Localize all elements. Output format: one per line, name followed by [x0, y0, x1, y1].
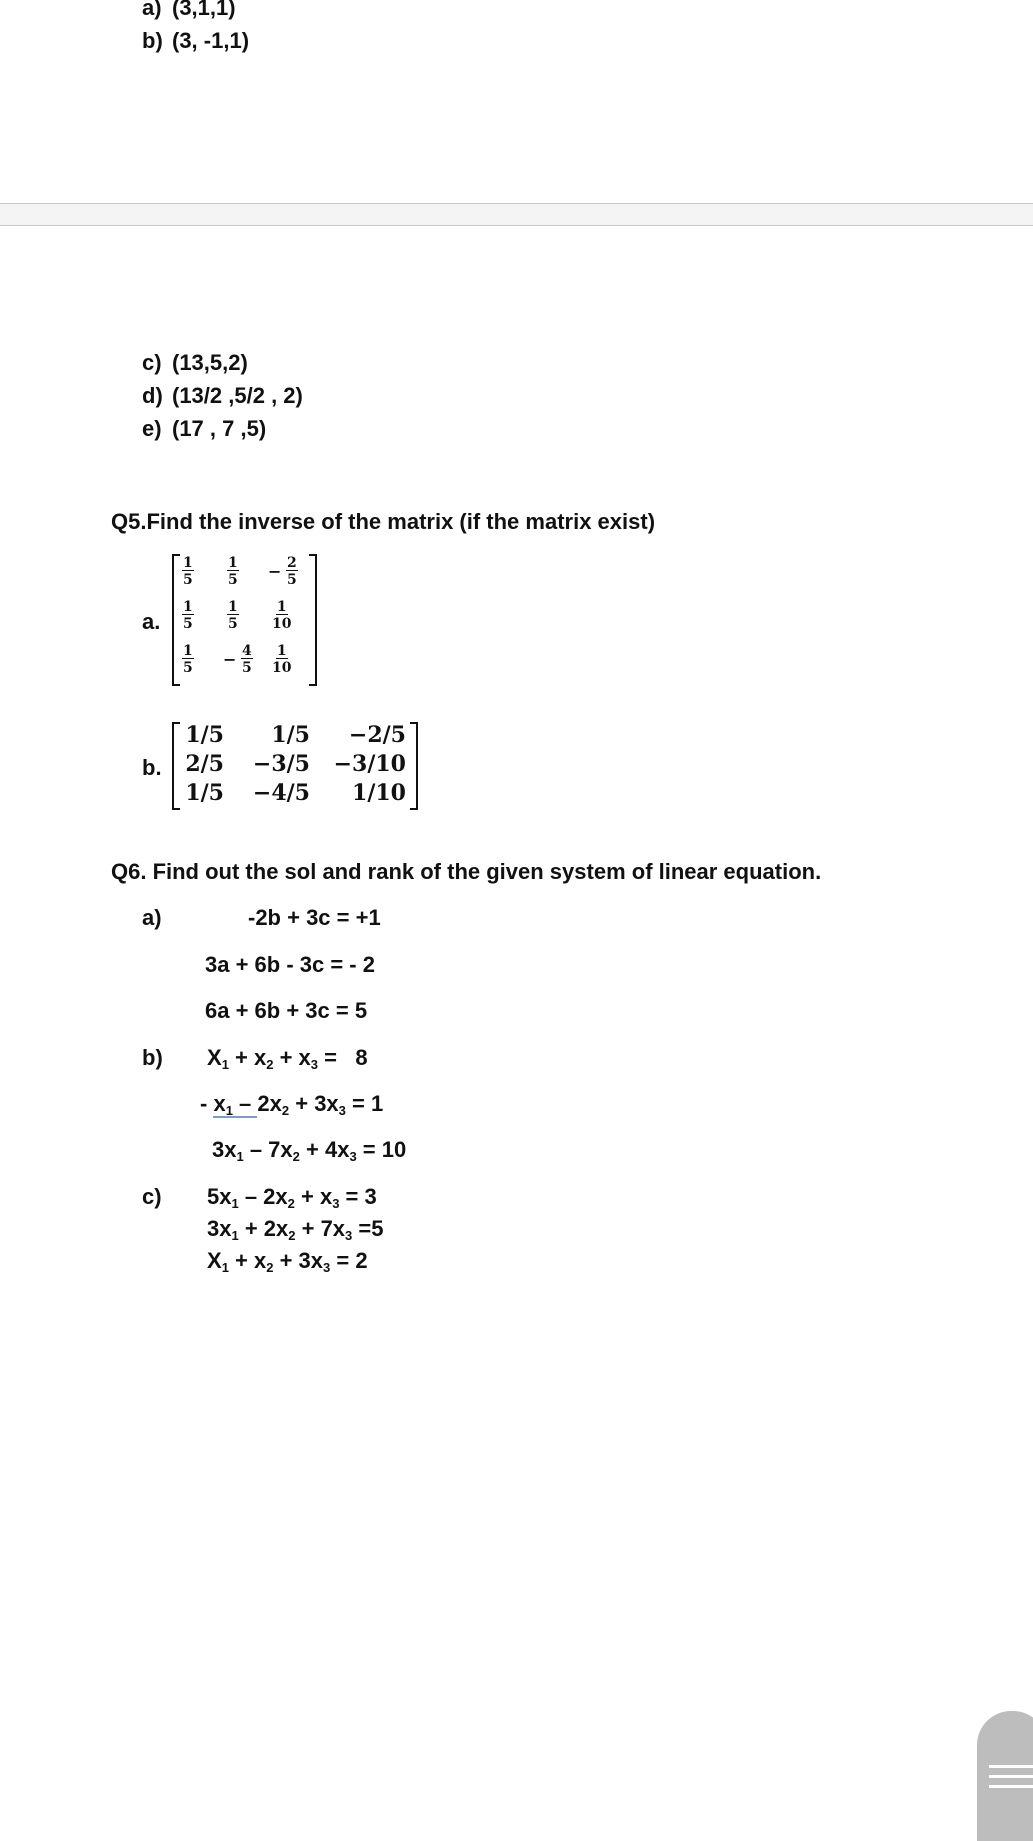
q6-heading: Q6. Find out the sol and rank of the given system of linear equation. [111, 859, 822, 884]
q6-a-label: a) [142, 905, 162, 930]
option-a [142, 0, 236, 19]
matrix-bracket-right [309, 554, 317, 686]
option-letter: b) [142, 28, 163, 53]
fraction-numerator: 1 [276, 643, 287, 659]
fraction-numerator: 1 [183, 643, 193, 659]
matrix-a-entry [286, 556, 298, 587]
q6-a-equation-3: 6a + 6b + 3c = 5 [205, 998, 368, 1023]
fraction-denominator: 10 [272, 616, 292, 632]
handle-line [989, 1775, 1033, 1778]
fraction-numerator: 1 [276, 599, 287, 615]
option-text: (13/2 ,5/2 , 2) [172, 383, 303, 408]
matrix-bracket-left [172, 554, 180, 686]
matrix-b-entry: 1/10 [352, 780, 406, 806]
fraction-denominator: 5 [228, 572, 238, 588]
matrix-b-entry: −3/10 [333, 751, 406, 777]
matrix-b-entry: 1/5 [185, 780, 224, 806]
option-letter: c) [142, 350, 162, 375]
matrix-a-entry [182, 600, 194, 631]
matrix-bracket-left [172, 722, 180, 810]
fraction-numerator: 1 [228, 599, 238, 615]
q6-c-equation-3: $X_1 + x_2 + 3x_3 = 2$ [207, 1248, 368, 1275]
matrix-a-entry [182, 556, 194, 587]
fraction-denominator: 5 [183, 660, 193, 676]
fraction-denominator: 5 [287, 572, 297, 588]
q5-heading: Q5.Find the inverse of the matrix (if the matrix exist) [111, 509, 656, 534]
fraction-denominator: 5 [183, 616, 193, 632]
option-letter: e) [142, 416, 162, 441]
q6-c-equation-1: $5x_1 - 2x_2 + x_3 = 3$ [207, 1184, 377, 1211]
option-text: (3, -1,1) [172, 28, 250, 53]
fraction-numerator: 1 [183, 555, 193, 571]
matrix-b-entry: 2/5 [185, 751, 224, 777]
handle-line [989, 1785, 1033, 1788]
option-b [142, 30, 249, 52]
fraction-numerator: 1 [228, 555, 238, 571]
q6-c-label: c) [142, 1184, 162, 1209]
matrix-bracket-right [410, 722, 418, 810]
fraction-numerator: 4 [242, 643, 252, 659]
minus-sign: − [268, 562, 282, 581]
handle-line [989, 1765, 1033, 1768]
option-text: (17 , 7 ,5) [172, 416, 267, 441]
matrix-a-entry [241, 644, 253, 675]
matrix-a-entry [272, 644, 291, 675]
option-text: (13,5,2) [172, 350, 248, 375]
matrix-b-entry: −3/5 [252, 751, 310, 777]
option-letter: a) [142, 0, 162, 20]
page-break [0, 203, 1033, 226]
fraction-denominator: 5 [183, 572, 193, 588]
matrix-a-entry [182, 644, 194, 675]
q6-c-equation-2: $3x_1 + 2x_2 + 7x_3 =5$ [207, 1216, 384, 1243]
option-text: (3,1,1) [172, 0, 236, 20]
matrix-b-entry: 1/5 [185, 722, 224, 748]
q6-b-label: b) [142, 1045, 163, 1070]
matrix-b-entry: −2/5 [348, 722, 406, 748]
q6-a-equation-1: -2b + 3c = +1 [248, 905, 381, 930]
fraction-numerator: 2 [287, 555, 297, 571]
q6-b-equation-2: - $x_1 - 2x_2 + 3x_3 = 1$ [200, 1091, 384, 1118]
option-e [142, 418, 266, 440]
fraction-numerator: 1 [183, 599, 193, 615]
minus-sign: − [223, 650, 237, 669]
q6-b-equation-1: $X_1 + x_2 + x_3 = 8$ [207, 1045, 368, 1072]
fraction-denominator: 5 [228, 616, 238, 632]
matrix-b-entry: 1/5 [271, 722, 310, 748]
matrix-a [172, 554, 317, 684]
q5-b-label: b. [142, 755, 162, 780]
matrix-a-entry [227, 556, 239, 587]
q5-a-label: a. [142, 609, 161, 634]
option-letter: d) [142, 383, 163, 408]
scroll-handle-icon[interactable] [977, 1711, 1033, 1841]
q6-a-equation-2: 3a + 6b - 3c = - 2 [205, 952, 375, 977]
matrix-b-entry: −4/5 [252, 780, 310, 806]
fraction-denominator: 10 [272, 660, 292, 676]
matrix-b [172, 722, 418, 808]
matrix-a-entry [227, 600, 239, 631]
matrix-a-entry [272, 600, 291, 631]
fraction-denominator: 5 [242, 660, 252, 676]
q6-b-equation-3: $3x_1 - 7x_2 + 4x_3 = 10$ [212, 1137, 407, 1164]
option-d [142, 385, 303, 407]
option-c [142, 352, 248, 374]
